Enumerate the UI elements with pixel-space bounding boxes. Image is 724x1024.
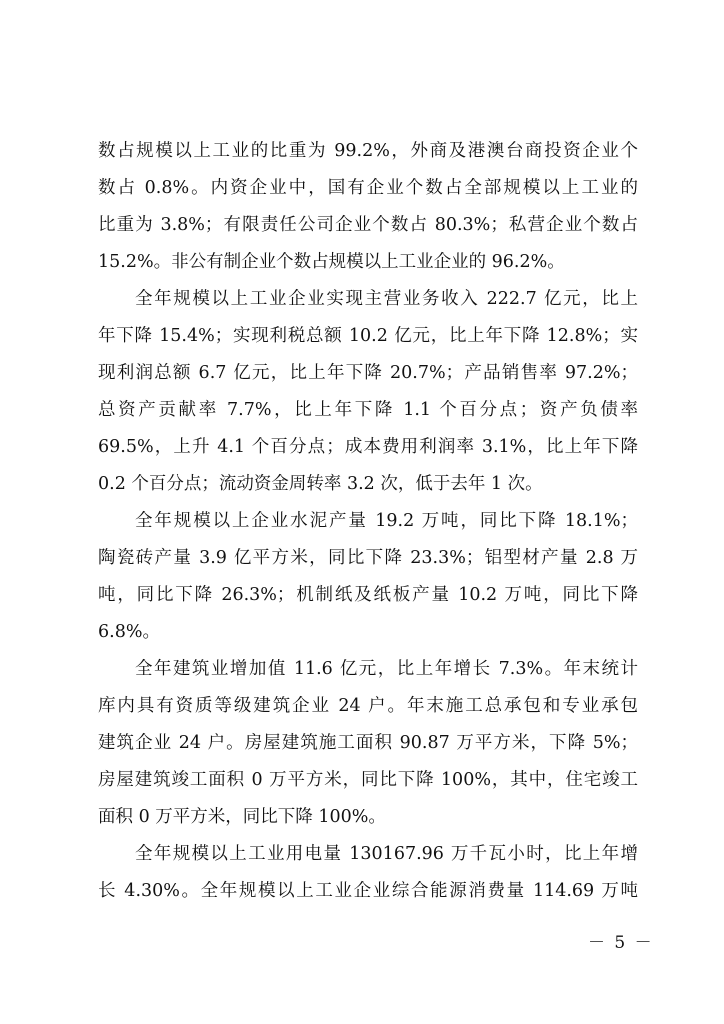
paragraph-enterprise-share <box>98 133 638 281</box>
paragraph-construction <box>98 651 638 836</box>
paragraph-revenue <box>98 281 638 503</box>
text-line: 全年规模以上工业用电量 130167.96 万千瓦小时，比上年增 <box>135 844 638 864</box>
text-line: 年下降 15.4%；实现利税总额 10.2 亿元，比上年下降 12.8%；实 <box>98 326 638 346</box>
text-line: 长 4.30%。全年规模以上工业企业综合能源消费量 114.69 万吨 <box>98 881 638 901</box>
text-line: 69.5%，上升 4.1 个百分点；成本费用利润率 3.1%，比上年下降 <box>98 437 638 457</box>
document-body <box>98 133 638 910</box>
text-line: 建筑企业 24 户。房屋建筑施工面积 90.87 万平方米，下降 5%； <box>98 733 638 753</box>
text-line: 库内具有资质等级建筑企业 24 户。年末施工总承包和专业承包 <box>98 696 638 716</box>
text-line: 现利润总额 6.7 亿元，比上年下降 20.7%；产品销售率 97.2%； <box>98 363 638 383</box>
paragraph-production <box>98 503 638 651</box>
text-line: 全年规模以上企业水泥产量 19.2 万吨，同比下降 18.1%； <box>135 511 638 531</box>
text-line: 陶瓷砖产量 3.9 亿平方米，同比下降 23.3%；铝型材产量 2.8 万 <box>98 548 638 568</box>
paragraph-energy <box>98 836 638 910</box>
text-line: 面积 0 万平方米，同比下降 100%。 <box>98 807 386 827</box>
text-line: 全年建筑业增加值 11.6 亿元，比上年增长 7.3%。年末统计 <box>135 659 638 679</box>
text-line: 全年规模以上工业企业实现主营业务收入 222.7 亿元，比上 <box>135 289 638 309</box>
text-line: 数占 0.8%。内资企业中，国有企业个数占全部规模以上工业的 <box>98 178 638 198</box>
text-line: 吨，同比下降 26.3%；机制纸及纸板产量 10.2 万吨，同比下降 <box>98 585 638 605</box>
text-line: 15.2%。非公有制企业个数占规模以上工业企业的 96.2%。 <box>98 252 565 272</box>
text-line: 0.2 个百分点；流动资金周转率 3.2 次，低于去年 1 次。 <box>98 474 543 494</box>
text-line: 比重为 3.8%；有限责任公司企业个数占 80.3%；私营企业个数占 <box>98 215 638 235</box>
page-number: － 5 － <box>588 933 654 953</box>
text-line: 6.8%。 <box>98 622 160 642</box>
text-line: 数占规模以上工业的比重为 99.2%，外商及港澳台商投资企业个 <box>98 141 638 161</box>
text-line: 房屋建筑竣工面积 0 万平方米，同比下降 100%，其中，住宅竣工 <box>98 770 638 790</box>
text-line: 总资产贡献率 7.7%，比上年下降 1.1 个百分点；资产负债率 <box>98 400 638 420</box>
